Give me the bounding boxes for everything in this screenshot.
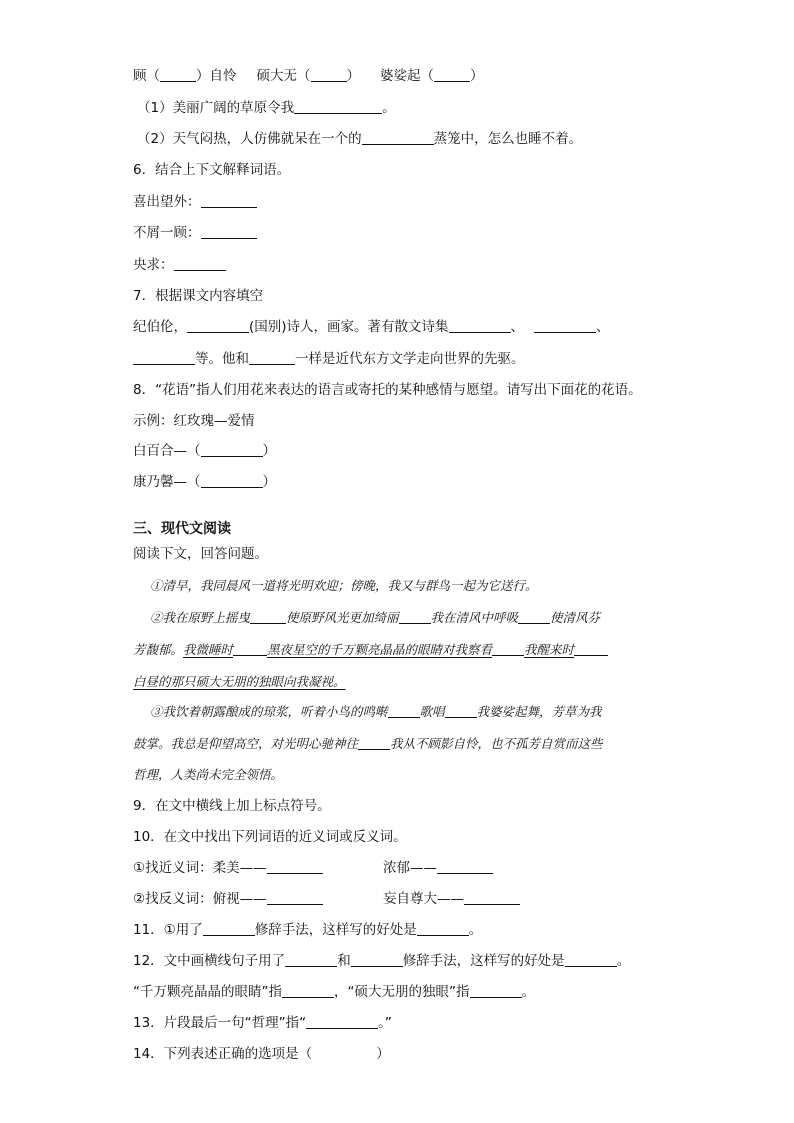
punctuation-blank[interactable] bbox=[358, 735, 390, 750]
question-6: 6．结合上下文解释词语。 bbox=[133, 162, 291, 178]
text: 14．下列表述正确的选项是（ bbox=[133, 1046, 313, 1062]
answer-blank[interactable] bbox=[434, 67, 470, 82]
text: ） bbox=[470, 68, 484, 84]
question-8: 8．“花语”指人们用花来表达的语言或寄托的某种感情与愿望。请写出下面花的花语。 bbox=[133, 382, 642, 398]
text: 12．文中画横线句子用了 bbox=[133, 953, 286, 969]
text: ②找反义词：俯视—— bbox=[133, 891, 267, 907]
punctuation-blank[interactable] bbox=[233, 641, 267, 656]
reading-instruction: 阅读下文，回答问题。 bbox=[133, 546, 268, 562]
underlined-sentence: 我微睡时 bbox=[183, 642, 234, 657]
punctuation-blank[interactable] bbox=[445, 703, 477, 718]
text: ）自怜 bbox=[196, 68, 237, 84]
q8-item-1 bbox=[133, 442, 276, 460]
answer-blank[interactable] bbox=[133, 350, 195, 365]
text: 歌唱 bbox=[419, 704, 445, 719]
text: 11．①用了 bbox=[133, 922, 203, 938]
text: ） bbox=[262, 474, 276, 490]
text: 。 bbox=[468, 922, 483, 938]
underlined-sentence: 我醒来时 bbox=[524, 642, 575, 657]
text: 我从不顾影自怜，也不孤芳自赏而这些 bbox=[390, 736, 603, 751]
answer-blank[interactable] bbox=[174, 256, 226, 271]
answer-blank[interactable] bbox=[201, 442, 263, 457]
question-7: 7．根据课文内容填空 bbox=[133, 288, 264, 304]
text: （1）美丽广阔的草原令我 bbox=[137, 100, 295, 116]
text: 一样是近代东方文学走向世界的先驱。 bbox=[295, 351, 525, 367]
passage-line-5 bbox=[150, 703, 602, 721]
question-14 bbox=[133, 1045, 390, 1063]
q7-line-1 bbox=[133, 318, 610, 336]
text: 。” bbox=[378, 1015, 392, 1031]
passage-line-2 bbox=[150, 609, 600, 627]
passage-line-4: 白昼的那只硕大无朋的独眼向我凝视。 bbox=[133, 674, 346, 689]
text: 硕大无（ bbox=[256, 68, 311, 84]
text: 央求： bbox=[133, 257, 174, 273]
answer-blank[interactable] bbox=[449, 318, 511, 333]
q10-line-2 bbox=[133, 890, 323, 908]
text: ） bbox=[346, 68, 360, 84]
answer-blank[interactable] bbox=[311, 67, 347, 82]
text: 修辞手法，这样写的好处是 bbox=[402, 953, 565, 969]
answer-blank[interactable] bbox=[565, 952, 617, 967]
answer-blank[interactable] bbox=[187, 318, 249, 333]
question-13 bbox=[133, 1014, 392, 1032]
answer-blank[interactable] bbox=[464, 890, 520, 905]
text: 浓郁—— bbox=[383, 860, 437, 876]
answer-blank[interactable] bbox=[201, 224, 257, 239]
text: 喜出望外： bbox=[133, 194, 201, 210]
passage-line-6 bbox=[133, 735, 603, 753]
q10-line-1 bbox=[133, 859, 323, 877]
text: 。 bbox=[382, 100, 396, 116]
text: 13．片段最后一句“哲理”指“ bbox=[133, 1015, 307, 1031]
text: (国别)诗人，画家。著有散文诗集 bbox=[249, 319, 449, 335]
answer-blank[interactable] bbox=[306, 1014, 378, 1029]
q12-followup bbox=[133, 983, 535, 1001]
text: 白百合—（ bbox=[133, 443, 201, 459]
answer-blank[interactable] bbox=[470, 983, 522, 998]
line-2 bbox=[137, 99, 396, 117]
text: 不屑一顾： bbox=[133, 225, 201, 241]
text: （2）天气闷热，人仿佛就呆在一个的 bbox=[137, 131, 362, 147]
text: ②我在原野上摇曳 bbox=[150, 610, 251, 625]
q6-item-1 bbox=[133, 193, 257, 211]
q7-line-2 bbox=[133, 350, 525, 368]
q8-example: 示例：红玫瑰—爱情 bbox=[133, 413, 255, 429]
punctuation-blank[interactable] bbox=[388, 703, 420, 718]
text: 鼓掌。我总是仰望高空，对光明心驰神往 bbox=[133, 736, 359, 751]
passage-line-3 bbox=[133, 641, 608, 659]
answer-blank[interactable] bbox=[267, 890, 323, 905]
text: 蒸笼中，怎么也睡不着。 bbox=[433, 131, 583, 147]
punctuation-blank[interactable] bbox=[399, 609, 431, 624]
text: 。 bbox=[616, 953, 631, 969]
text: “千万颗亮晶晶的眼睛”指 bbox=[133, 984, 282, 1000]
text: 修辞手法，这样写的好处是 bbox=[254, 922, 417, 938]
answer-blank[interactable] bbox=[285, 952, 337, 967]
answer-blank[interactable] bbox=[160, 67, 196, 82]
answer-blank[interactable] bbox=[294, 99, 382, 114]
answer-blank[interactable] bbox=[282, 983, 334, 998]
question-10: 10．在文中找出下列词语的近义词或反义词。 bbox=[133, 829, 407, 845]
text: ③我饮着朝露酿成的琼浆，听着小鸟的鸣啭 bbox=[150, 704, 388, 719]
answer-blank[interactable] bbox=[362, 130, 434, 145]
passage-line-1: ①清早，我同晨风一道将光明欢迎；傍晚，我又与群鸟一起为它送行。 bbox=[150, 578, 538, 593]
punctuation-blank[interactable] bbox=[250, 609, 286, 624]
text: 康乃馨—（ bbox=[133, 474, 201, 490]
section-heading: 三、现代文阅读 bbox=[133, 521, 231, 537]
text: 、 bbox=[596, 319, 610, 335]
answer-blank[interactable] bbox=[534, 318, 596, 333]
text: ，“硕大无朋的独眼”指 bbox=[334, 984, 470, 1000]
q6-item-3 bbox=[133, 256, 226, 274]
answer-blank[interactable] bbox=[203, 921, 255, 936]
question-12 bbox=[133, 952, 630, 970]
underlined-sentence: 黑夜星空的千万颗亮晶晶的眼睛对我察看 bbox=[267, 642, 493, 657]
text: 等。他和 bbox=[195, 351, 249, 367]
text: 婆娑起（ bbox=[380, 68, 434, 84]
text: 和 bbox=[337, 953, 351, 969]
q10-line-1b bbox=[383, 859, 493, 877]
line-3 bbox=[137, 130, 582, 148]
punctuation-blank[interactable] bbox=[518, 609, 550, 624]
text: 顾（ bbox=[133, 68, 160, 84]
answer-blank[interactable] bbox=[437, 859, 493, 874]
text: 妄自尊大—— bbox=[383, 891, 464, 907]
text: 芳馥郁。 bbox=[133, 642, 184, 657]
text: 使原野风光更加绮丽 bbox=[286, 610, 399, 625]
text: 我在清风中呼吸 bbox=[430, 610, 519, 625]
q6-item-2 bbox=[133, 224, 257, 242]
text: ） bbox=[376, 1046, 390, 1062]
q8-item-2 bbox=[133, 473, 276, 491]
answer-blank[interactable] bbox=[267, 859, 323, 874]
answer-blank[interactable] bbox=[351, 952, 403, 967]
punctuation-blank[interactable] bbox=[492, 641, 524, 656]
answer-blank[interactable] bbox=[201, 473, 263, 488]
answer-blank[interactable] bbox=[201, 193, 257, 208]
punctuation-blank[interactable] bbox=[574, 641, 608, 656]
line-1 bbox=[133, 67, 484, 85]
question-9: 9．在文中横线上加上标点符号。 bbox=[133, 798, 331, 814]
text: ①找近义词：柔美—— bbox=[133, 860, 267, 876]
text: 我婆娑起舞，芳草为我 bbox=[476, 704, 602, 719]
question-11 bbox=[133, 921, 482, 939]
text: 。 bbox=[521, 984, 535, 1000]
text: 纪伯伦， bbox=[133, 319, 187, 335]
q10-line-2b bbox=[383, 890, 520, 908]
answer-blank[interactable] bbox=[249, 350, 295, 365]
text: 使清风芬 bbox=[550, 610, 601, 625]
text: 、 bbox=[510, 319, 525, 335]
passage-line-7: 哲理，人类尚未完全领悟。 bbox=[133, 767, 284, 782]
answer-blank[interactable] bbox=[417, 921, 469, 936]
text: ） bbox=[262, 443, 276, 459]
